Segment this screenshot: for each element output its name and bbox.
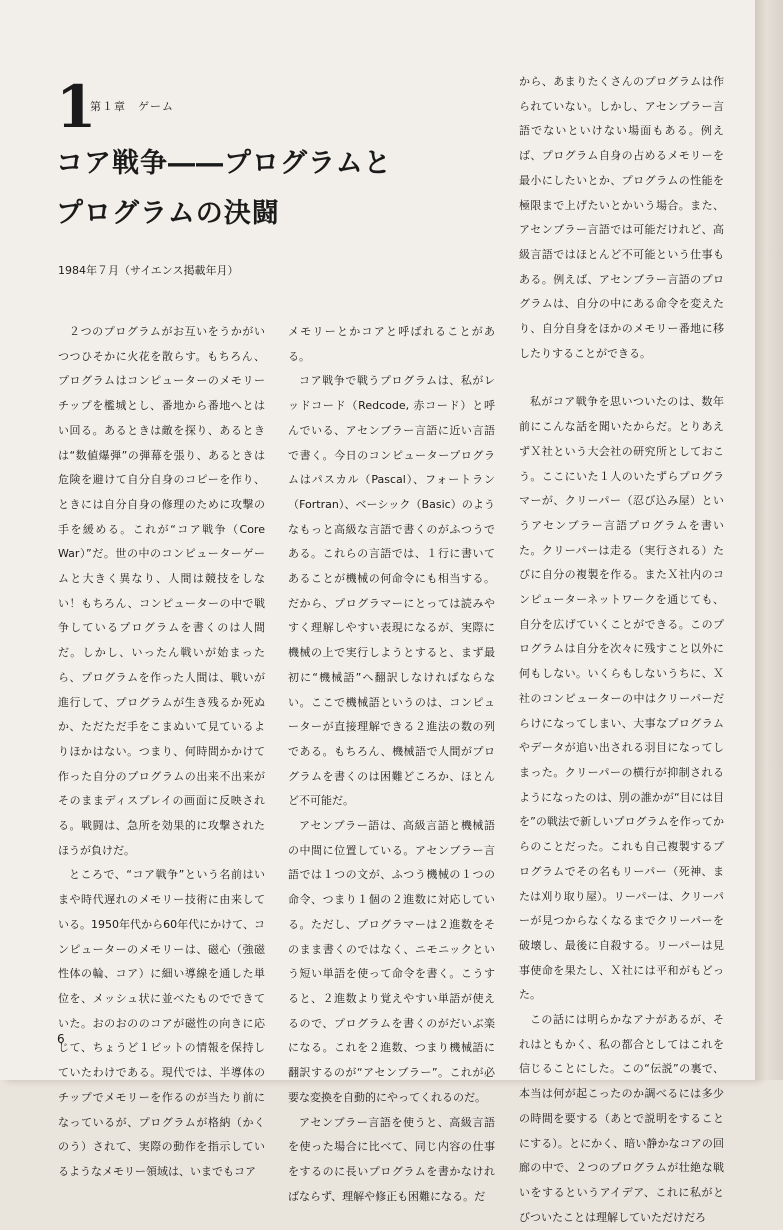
article-title-line-1: コア戦争――プログラムと bbox=[56, 148, 392, 179]
paragraph: ２つのプログラムがお互いをうかがいつつひそかに火花を散らす。もちろん、プログラムはコンピューターのメモリーチップを檻城とし、番地から番地へとはい回る。あるときは敵を探り、あるときは“数値爆弾”の弾幕を張り、あるときは危険を避けて自分自身のコピーを作り、ときには自分自身の修理のために攻撃の手を緩める。これが“コア戦争（Core War）”だ。世の中のコンピューターゲームと大きく異なり、人間は競技をしない！もちろん、コンピューターの中で戦争しているプログラムを書くのは人間だ。しかし、いったん戦いが始まったら、プログラムを作った人間は、戦いが進行して、プログラムが生き残るか死ぬか、ただただ手をこまぬいて見ているよりほかはない。つまり、何時間かかけて作った自分のプログラムの出来不出来がそのままディスプレイの画面に反映される。戦闘は、急所を効果的に攻撃されたほうが負けだ。 bbox=[58, 325, 265, 857]
page-number: 6 bbox=[57, 1032, 65, 1046]
paragraph: アセンブラー言語を使うと、高級言語を使った場合に比べて、同じ内容の仕事をするのに長いプログラムを書かなければならず、理解や修正も困難になる。だ bbox=[288, 1115, 495, 1203]
paragraph: ところで、“コア戦争”という名前はいまや時代遅れのメモリー技術に由来している。1950年代から60年代にかけて、コンピューターのメモリーは、磁心（強磁性体の輪、コア）に細い導線を通した単位を、メッシュ状に並べたものでできていた。おのおののコアが磁性の向きに応じて、ちょうど１ビットの情報を保持していたわけである。現代では、半導体のチップでメモリーを作るのが当たり前になっているが、プログラムが格納（かくのう）されて、実際の動作を指示しているようなメモリー領域は、いまでもコア bbox=[58, 868, 265, 1178]
paragraph: アセンブラー語は、高級言語と機械語の中間に位置している。アセンブラー言語では１つの文が、ふつう機械の１つの命令、つまり１個の２進数に対応している。ただし、プログラマーは２進数をそのまま書くのではなく、ニモニックという短い単語を使って命令を書く。こうすると、２進数より覚えやすい単語が使えるので、プログラムを書くのがだいぶ楽になる。これを２進数、つまり機械語に翻訳するのが“アセンブラー”。これが必要な変換を自動的にやってくれるのだ。 bbox=[288, 819, 495, 1104]
chapter-number: 1 bbox=[56, 73, 97, 141]
page-edge bbox=[755, 0, 783, 1080]
paragraph: メモリーとかコアと呼ばれることがある。 bbox=[288, 325, 495, 363]
paragraph: コア戦争で戦うプログラムは、私がレッドコード（Redcode, 赤コード）と呼んでいる、アセンブラー言語に近い言語で書く。今日のコンピュータープログラムはパスカル（Pascal）、フォートラン（Fortran）、ベーシック（Basic）のようなもっと高級な言語で書くのがふつうである。これらの言語では、１行に書いてあることが機械の何命令にも相当する。だから、プログラマーにとっては読みやすく理解しやすい表現になるが、実際に機械の上で実行しようとすると、まず最初に“機械語”へ翻訳しなければならない。ここで機械語というのは、コンピューターが直接理解できる２進法の数の列である。もちろん、機械語で人間がプログラムを書くのは困難どころか、ほとんど不可能だ。 bbox=[288, 374, 495, 808]
article-title-line-2: プログラムの決闘 bbox=[56, 198, 280, 229]
paragraph: この話には明らかなアナがあるが、それはともかく、私の都合としてはこれを信じることにした。この“伝説”の裏で、本当は何が起こったのか調べるには多少の時間を要する（あとで説明をすることにする）。とにかく、暗い静かなコアの回廊の中で、２つのプログラムが壮絶な戦いをするというアイデア、これに私がとびついたことは理解していただけだろ bbox=[519, 1013, 724, 1224]
bleed-through-text bbox=[270, 60, 500, 320]
publication-date: 1984年７月（サイエンス掲載年月） bbox=[58, 264, 239, 277]
paragraph: 私がコア戦争を思いついたのは、数年前にこんな話を聞いたからだ。とりあえずＸ社という大会社の研究所としておこう。ここにいた１人のいたずらプログラマーが、クリーパー（忍び込み屋）というアセンブラー言語プログラムを書いた。クリーパーは走る（実行される）たびに自分の複製を作る。またＸ社内のコンピューターネットワークを通じても、自分を広げていくことができる。このプログラムは自分を次々に残すこと以外に何もしない。いくらもしないうちに、Ｘ社のコンピューターの中はクリーパーだらけになってしまい、大事なプログラムやデータが追い出される羽目になってしまった。クリーパーの横行が抑制されるようになったのは、別の誰かが“目には目を”の戦法で新しいプログラムを作ってからのことだった。これも自己複製するプログラムでその名もリーパー（死神、または刈り取り屋）。リーパーは、クリーパーが見つからなくなるまでクリーパーを破壊し、最後に自殺する。リーパーは見事使命を果たし、Ｘ社には平和がもどった。 bbox=[519, 395, 724, 1002]
chapter-label: 第１章 ゲーム bbox=[90, 100, 174, 113]
text-column-2 bbox=[288, 320, 495, 1209]
text-column-3 bbox=[519, 70, 724, 1230]
paragraph: から、あまりたくさんのプログラムは作られていない。しかし、アセンブラー言語でないといけない場面もある。例えば、プログラム自身の占めるメモリーを最小にしたいとか、プログラムの性能を極限まで上げたいとかいう場合。また、アセンブラー言語では可能だけれど、高級言語ではほとんど不可能という仕事もある。例えば、アセンブラー言語のプログラムは、自分の中にある命令を変えたり、自分自身をほかのメモリー番地に移したりすることができる。 bbox=[519, 75, 724, 360]
text-column-1 bbox=[58, 320, 265, 1185]
